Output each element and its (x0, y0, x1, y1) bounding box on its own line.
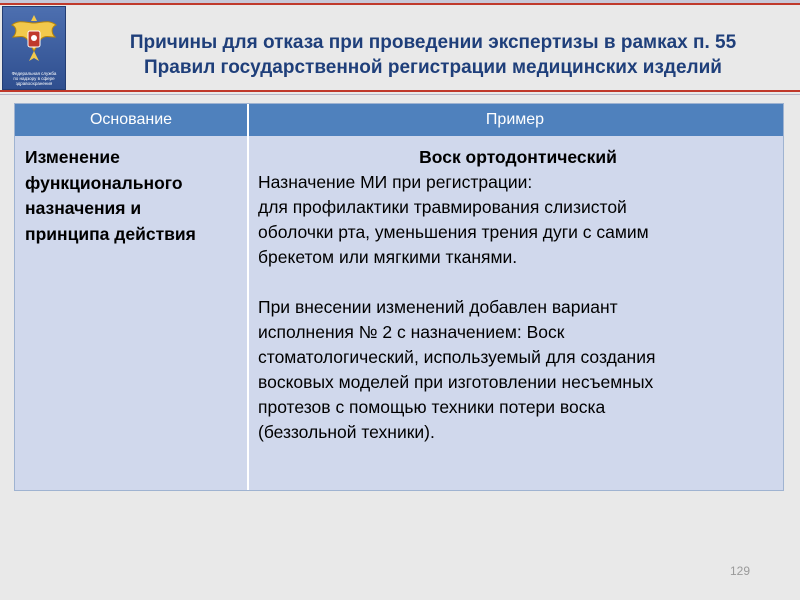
title-divider (0, 90, 800, 92)
example-cell (258, 145, 778, 445)
agency-name-line: Федеральная служба (11, 71, 57, 76)
column-separator (247, 136, 249, 490)
slide-title-line-1: Причины для отказа при проведении экспертизы в рамках п. 55 (129, 32, 737, 53)
agency-logo (2, 6, 66, 90)
header-basis: Основание (89, 111, 173, 128)
example-line: (беззольной техники). (258, 422, 435, 442)
agency-name-line: здравоохранения (15, 81, 53, 86)
example-line: При внесении изменений добавлен вариант (258, 297, 618, 317)
example-line: для профилактики травмирования слизистой (258, 197, 627, 217)
slide-title (68, 30, 798, 80)
example-line: Назначение МИ при регистрации: (258, 172, 533, 192)
agency-name (5, 71, 63, 86)
top-accent-line (0, 3, 800, 5)
eagle-emblem-icon (9, 11, 59, 69)
slide-title-line-2: Правил государственной регистрации медицинских изделий (144, 57, 722, 78)
reasons-table (14, 103, 784, 491)
table-header (15, 104, 783, 136)
example-line: брекетом или мягкими тканями. (258, 247, 518, 267)
header-example: Пример (485, 111, 545, 128)
example-line: стоматологический, используемый для создания (258, 347, 656, 367)
agency-name-line: по надзору в сфере (13, 76, 55, 81)
example-line: восковых моделей при изготовлении несъемных (258, 372, 654, 392)
reason-line: Изменение (25, 147, 120, 167)
reason-line: принципа действия (25, 223, 196, 244)
paragraph-gap (258, 270, 778, 295)
example-line: исполнения № 2 с назначением: Воск (258, 322, 565, 342)
example-line: оболочки рта, уменьшения трения дуги с самим (258, 222, 649, 242)
reason-line: назначения и (25, 198, 142, 218)
page-number: 129 (730, 564, 751, 578)
title-divider-thin (0, 94, 800, 95)
reason-line: функционального (25, 172, 183, 193)
reason-cell (25, 145, 245, 247)
example-title: Воск ортодонтический (419, 147, 617, 167)
example-line: протезов с помощью техники потери воска (258, 397, 606, 417)
